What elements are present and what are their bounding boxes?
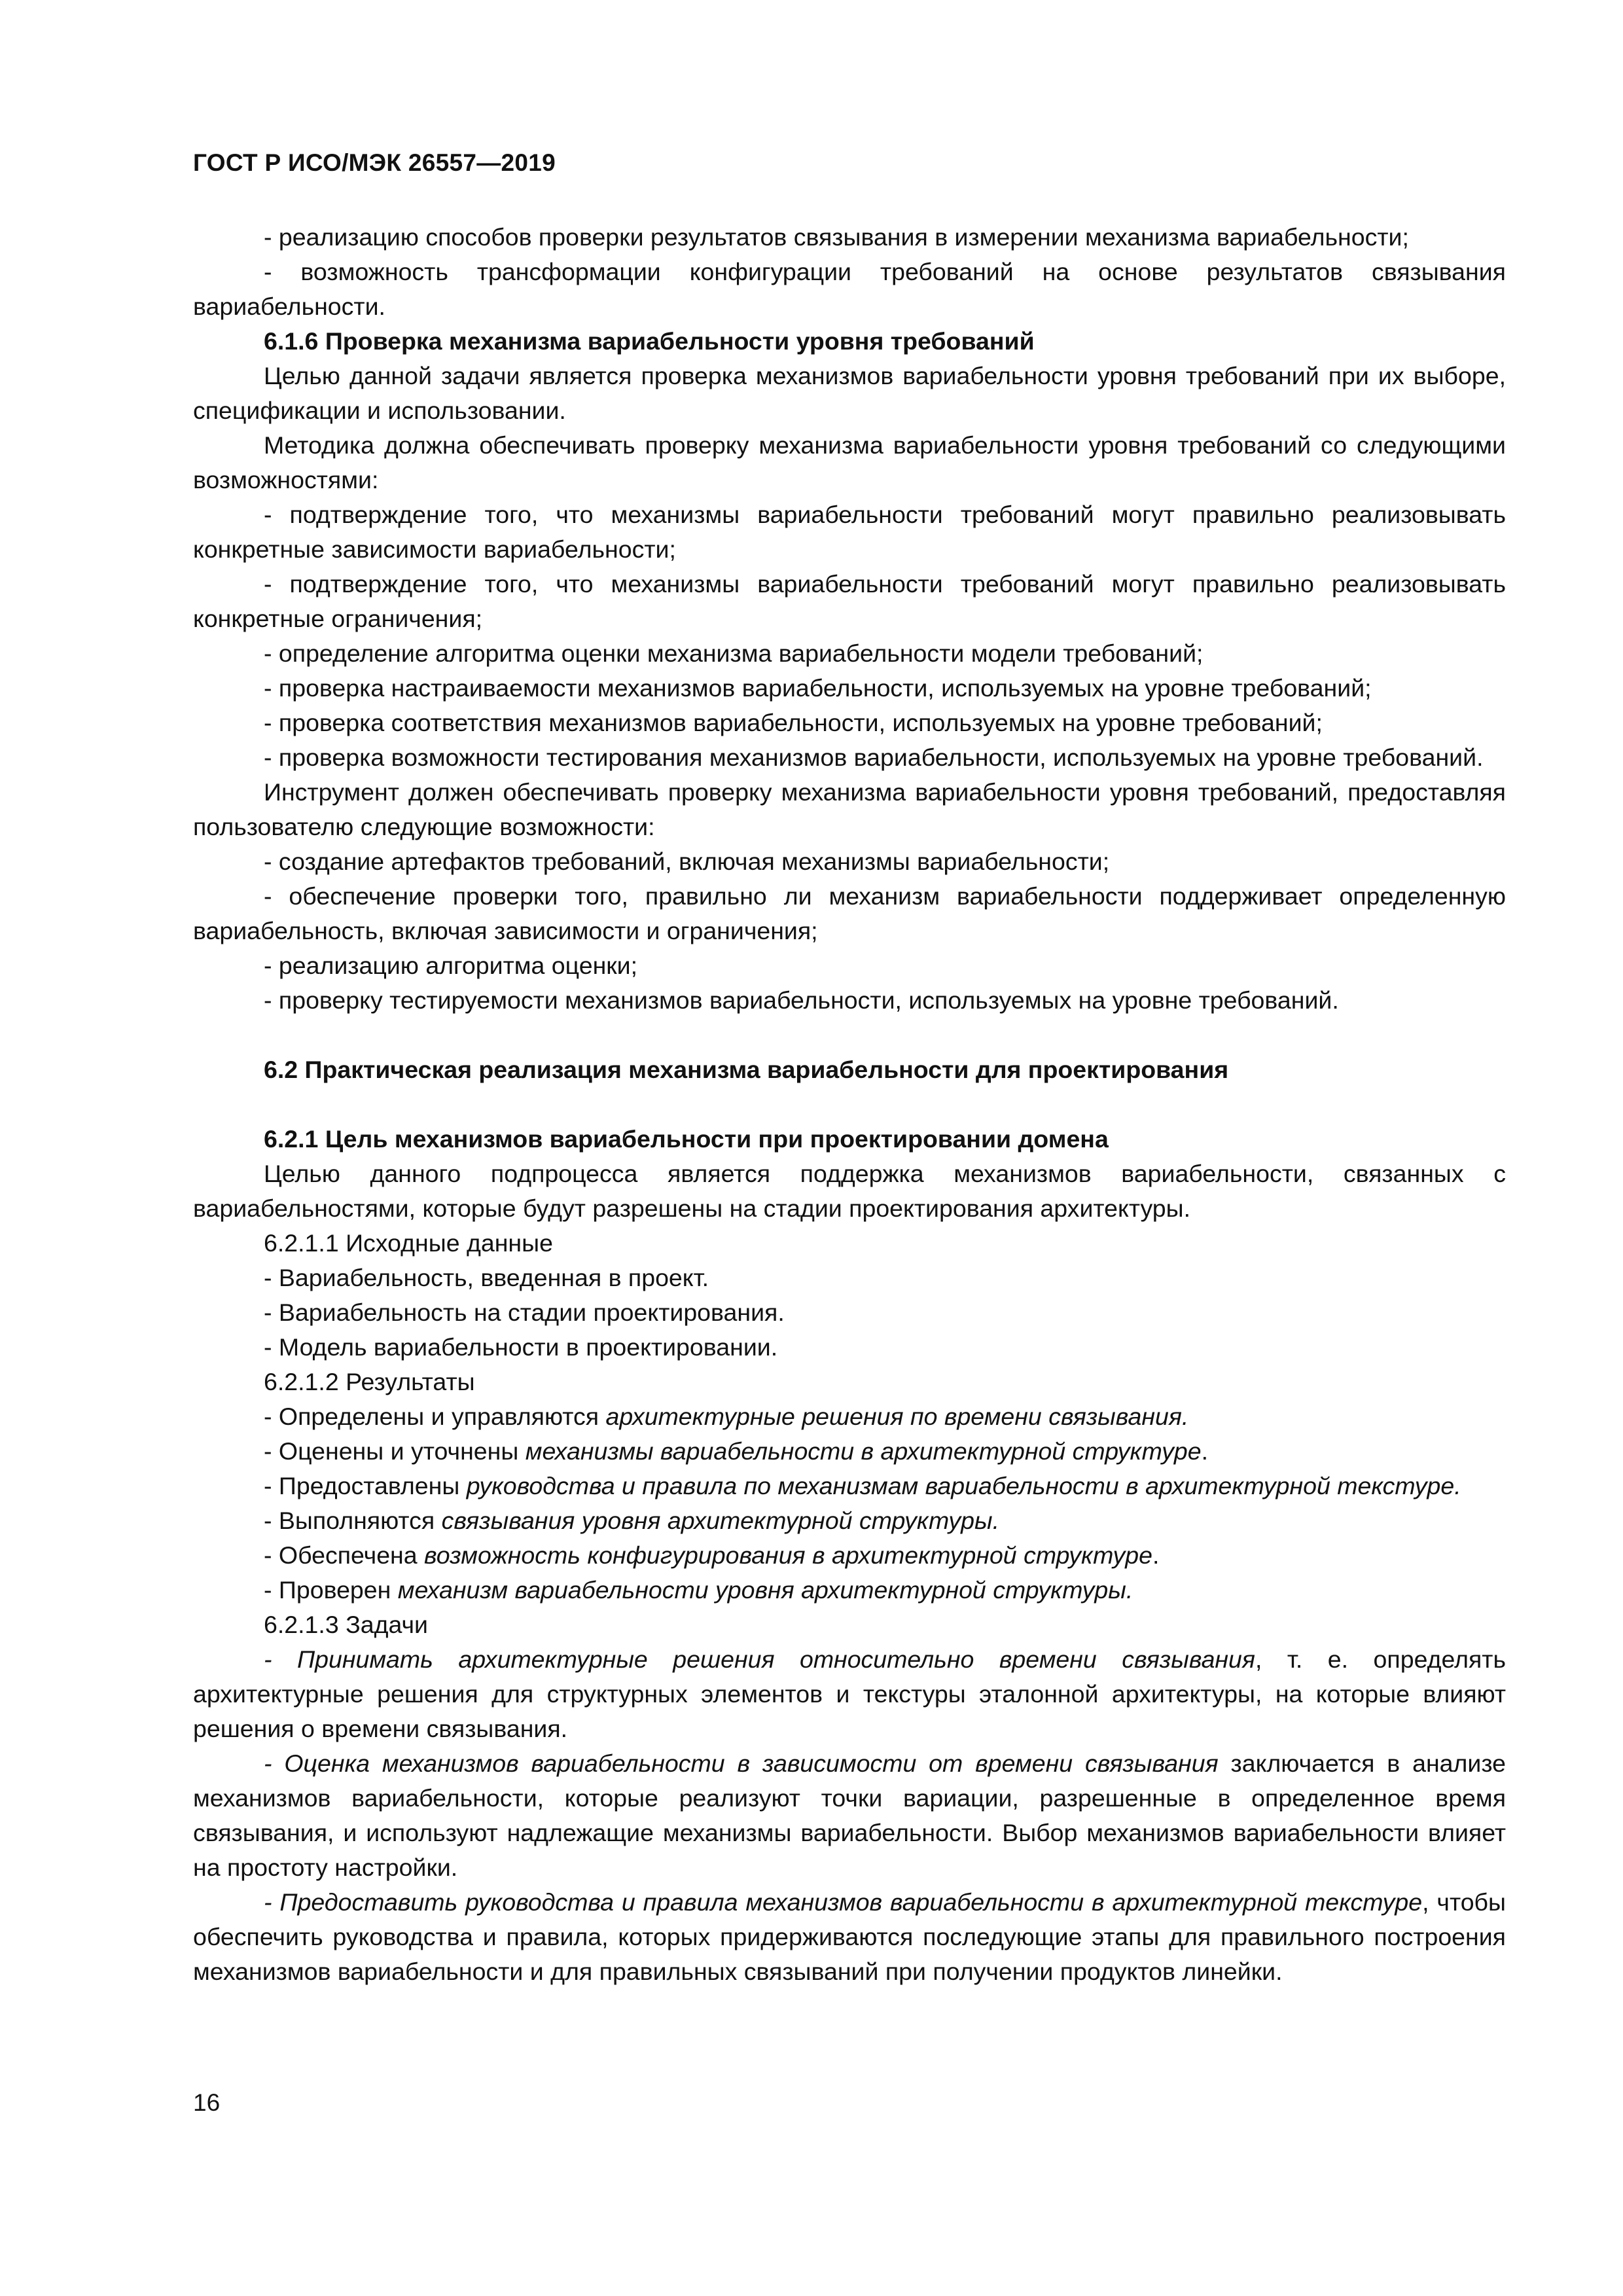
list-item: - реализацию алгоритма оценки;: [264, 952, 638, 979]
result-item: - Определены и управляются архитектурные решения по времени связывания.: [264, 1403, 1189, 1430]
list-item: - Модель вариабельности в проектировании.: [264, 1333, 778, 1361]
result-item: - Проверен механизм вариабельности уровня архитектурной структуры.: [264, 1576, 1133, 1604]
list-item: - проверку тестируемости механизмов вариабельности, используемых на уровне требований.: [264, 986, 1339, 1014]
list-item: - подтверждение того, что механизмы вариабельности требований могут правильно реализовывать конкретные ограничения;: [193, 570, 1506, 632]
list-item: - реализацию способов проверки результатов связывания в измерении механизма вариабельности;: [264, 223, 1409, 251]
list-item: - возможность трансформации конфигурации требований на основе результатов связывания вариабельности.: [193, 258, 1506, 320]
task-item: - Принимать архитектурные решения относительно времени связывания, т. е. определять архитектурные решения для структурных элементов и текстуры эталонной архитектуры, на которые влияют решения о времени связывания.: [193, 1645, 1506, 1742]
list-item: - Вариабельность на стадии проектирования.: [264, 1299, 785, 1326]
result-item: - Оценены и уточнены механизмы вариабельности в архитектурной структуре.: [264, 1437, 1208, 1465]
task-item: - Предоставить руководства и правила механизмов вариабельности в архитектурной текстуре, чтобы обеспечить руководства и правила, которых придерживаются последующие этапы для правильного построения механизмов вариабельности и для правильных связываний при получении продуктов линейки.: [193, 1888, 1506, 1985]
result-item: - Выполняются связывания уровня архитектурной структуры.: [264, 1507, 1000, 1534]
section-heading-6-1-6: 6.1.6 Проверка механизма вариабельности уровня требований: [264, 327, 1035, 355]
document-header: ГОСТ Р ИСО/МЭК 26557—2019: [193, 149, 556, 176]
subsection-heading: 6.2.1.2 Результаты: [264, 1368, 475, 1395]
list-item: - проверка соответствия механизмов вариабельности, используемых на уровне требований;: [264, 709, 1323, 736]
paragraph: Целью данной задачи является проверка механизмов вариабельности уровня требований при их выборе, спецификации и использовании.: [193, 362, 1506, 424]
paragraph: Методика должна обеспечивать проверку механизма вариабельности уровня требований со следующими возможностями:: [193, 431, 1506, 493]
subsection-heading: 6.2.1.1 Исходные данные: [264, 1229, 553, 1257]
list-item: - проверка настраиваемости механизмов вариабельности, используемых на уровне требований;: [264, 674, 1372, 702]
section-heading-6-2-1: 6.2.1 Цель механизмов вариабельности при проектировании домена: [264, 1125, 1109, 1153]
list-item: - Вариабельность, введенная в проект.: [264, 1264, 709, 1291]
list-item: - подтверждение того, что механизмы вариабельности требований могут правильно реализовывать конкретные зависимости вариабельности;: [193, 501, 1506, 563]
page-number: 16: [193, 2089, 221, 2116]
document-body: [193, 220, 1506, 1989]
list-item: - определение алгоритма оценки механизма вариабельности модели требований;: [264, 639, 1204, 667]
section-heading-6-2: 6.2 Практическая реализация механизма вариабельности для проектирования: [264, 1056, 1229, 1083]
result-item: - Обеспечена возможность конфигурирования в архитектурной структуре.: [264, 1541, 1160, 1569]
task-item: - Оценка механизмов вариабельности в зависимости от времени связывания заключается в анализе механизмов вариабельности, которые реализуют точки вариации, разрешенные в определенное время связывания, и используют надлежащие механизмы вариабельности. Выбор механизмов вариабельности влияет на простоту настройки.: [193, 1749, 1506, 1881]
paragraph: Инструмент должен обеспечивать проверку механизма вариабельности уровня требований, предоставляя пользователю следующие возможности:: [193, 778, 1506, 840]
list-item: - обеспечение проверки того, правильно ли механизм вариабельности поддерживает определенную вариабельность, включая зависимости и ограничения;: [193, 882, 1506, 944]
subsection-heading: 6.2.1.3 Задачи: [264, 1611, 429, 1638]
paragraph: Целью данного подпроцесса является поддержка механизмов вариабельности, связанных с вариабельностями, которые будут разрешены на стадии проектирования архитектуры.: [193, 1160, 1506, 1222]
list-item: - создание артефактов требований, включая механизмы вариабельности;: [264, 848, 1110, 875]
list-item: - проверка возможности тестирования механизмов вариабельности, используемых на уровне требований.: [264, 744, 1484, 771]
result-item: - Предоставлены руководства и правила по механизмам вариабельности в архитектурной текстуре.: [264, 1472, 1461, 1499]
